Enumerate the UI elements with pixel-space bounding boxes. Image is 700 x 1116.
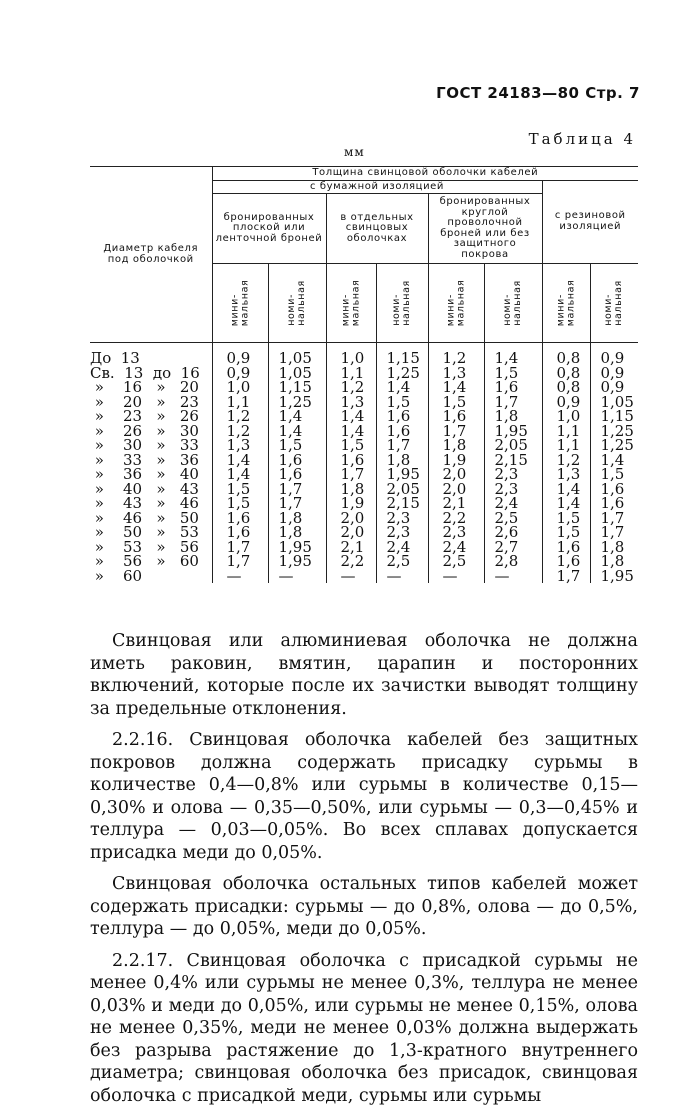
paragraph: Свинцовая оболочка остальных типов кабелей может содержать присадки: сурьмы — до 0,8%, олова — до 0,5%, теллура — до 0,05%, меди до 0,05%.: [90, 874, 638, 939]
value-cell: 1,7: [484, 395, 542, 410]
value-cell: 1,9: [428, 453, 484, 468]
value-cell: 1,3: [326, 395, 376, 410]
value-cell: 1,7: [326, 467, 376, 482]
value-cell: 1,6: [542, 554, 590, 569]
value-cell: 1,1: [212, 395, 268, 410]
value-cell: 1,8: [268, 511, 326, 526]
value-cell: 2,3: [484, 482, 542, 497]
value-cell: 0,8: [542, 366, 590, 381]
value-cell: 1,15: [590, 409, 638, 424]
value-cell: 2,4: [428, 540, 484, 555]
value-cell: 1,4: [268, 424, 326, 439]
header-separate-sheaths: в отдельных свинцовых оболочках: [326, 194, 428, 264]
value-cell: 1,6: [542, 540, 590, 555]
value-cell: 1,7: [376, 438, 428, 453]
value-cell: 1,95: [590, 569, 638, 584]
value-cell: 2,2: [428, 511, 484, 526]
value-cell: 1,25: [376, 366, 428, 381]
value-cell: —: [484, 569, 542, 584]
header-round-armor: бронированных круглой проволочной броней или без защитного покрова: [428, 194, 542, 264]
value-cell: 1,15: [376, 343, 428, 366]
value-cell: 1,15: [268, 380, 326, 395]
value-cell: 1,6: [212, 525, 268, 540]
value-cell: 0,9: [590, 380, 638, 395]
value-cell: 1,6: [376, 409, 428, 424]
value-cell: 1,05: [268, 366, 326, 381]
value-cell: 2,0: [326, 525, 376, 540]
value-cell: 1,4: [212, 453, 268, 468]
value-cell: 0,9: [590, 366, 638, 381]
value-cell: 1,5: [484, 366, 542, 381]
value-cell: 1,4: [326, 409, 376, 424]
value-cell: 1,7: [268, 482, 326, 497]
value-cell: 1,6: [212, 511, 268, 526]
value-cell: 2,0: [326, 511, 376, 526]
value-cell: 1,7: [212, 540, 268, 555]
paragraph: 2.2.17. Свинцовая оболочка с присадкой сурьмы не менее 0,4% или сурьмы не менее 0,3%, теллура не менее 0,03% и меди до 0,05%, или сурьмы не менее 0,15%, олова не менее 0,35%, меди не менее 0,03% должна выдержать без разрыва растяжение до 1,3-кратного внутреннего диаметра; свинцовая оболочка без присадок, свинцовая оболочка с присадкой меди, сурьмы или сурьмы: [90, 950, 638, 1106]
diameter-cell: » 60: [90, 569, 212, 584]
diameter-cell: » 56 » 60: [90, 554, 212, 569]
value-cell: —: [326, 569, 376, 584]
value-cell: 1,5: [326, 438, 376, 453]
header-nom: номи- нальная: [590, 264, 638, 343]
value-cell: 1,7: [268, 496, 326, 511]
value-cell: 2,3: [376, 511, 428, 526]
value-cell: 1,5: [542, 511, 590, 526]
value-cell: —: [376, 569, 428, 584]
value-cell: 1,9: [326, 496, 376, 511]
diameter-cell: » 43 » 46: [90, 496, 212, 511]
value-cell: 2,3: [428, 525, 484, 540]
diameter-cell: » 46 » 50: [90, 511, 212, 526]
body-text: [90, 630, 638, 1116]
value-cell: 0,9: [212, 343, 268, 366]
header-nom: номи- нальная: [268, 264, 326, 343]
value-cell: 1,5: [542, 525, 590, 540]
diameter-cell: » 23 » 26: [90, 409, 212, 424]
units-label: мм: [344, 145, 365, 159]
value-cell: 0,9: [542, 395, 590, 410]
value-cell: 2,8: [484, 554, 542, 569]
header-min: мини- мальная: [428, 264, 484, 343]
value-cell: 1,6: [268, 453, 326, 468]
value-cell: 2,2: [326, 554, 376, 569]
header-min: мини- мальная: [326, 264, 376, 343]
value-cell: 1,4: [376, 380, 428, 395]
value-cell: 1,95: [268, 540, 326, 555]
diameter-cell: » 53 » 56: [90, 540, 212, 555]
diameter-cell: » 50 » 53: [90, 525, 212, 540]
value-cell: 1,2: [212, 424, 268, 439]
header-min: мини- мальная: [542, 264, 590, 343]
value-cell: 1,5: [212, 482, 268, 497]
value-cell: 1,5: [590, 467, 638, 482]
value-cell: 1,5: [428, 395, 484, 410]
value-cell: 1,5: [376, 395, 428, 410]
value-cell: 2,15: [484, 453, 542, 468]
value-cell: 1,5: [212, 496, 268, 511]
value-cell: 1,8: [268, 525, 326, 540]
value-cell: 1,7: [590, 511, 638, 526]
header-min: мини- мальная: [212, 264, 268, 343]
value-cell: 1,6: [326, 453, 376, 468]
value-cell: 2,0: [428, 482, 484, 497]
sheath-thickness-table: [90, 166, 638, 583]
header-paper-insulation: с бумажной изоляцией: [212, 180, 542, 194]
diameter-cell: » 20 » 23: [90, 395, 212, 410]
diameter-cell: До 13: [90, 343, 212, 366]
diameter-cell: » 26 » 30: [90, 424, 212, 439]
value-cell: 1,8: [590, 540, 638, 555]
value-cell: 1,4: [484, 343, 542, 366]
value-cell: 1,6: [590, 496, 638, 511]
value-cell: 1,7: [590, 525, 638, 540]
value-cell: 1,8: [590, 554, 638, 569]
value-cell: 2,6: [484, 525, 542, 540]
header-thickness-group: Толщина свинцовой оболочки кабелей: [212, 167, 638, 181]
diameter-cell: » 33 » 36: [90, 453, 212, 468]
value-cell: 1,6: [376, 424, 428, 439]
value-cell: 1,7: [428, 424, 484, 439]
page-header: ГОСТ 24183—80 Стр. 7: [436, 84, 640, 102]
value-cell: 1,3: [428, 366, 484, 381]
table-row: [90, 343, 638, 366]
value-cell: 1,8: [484, 409, 542, 424]
value-cell: 1,4: [542, 482, 590, 497]
header-diameter: Диаметр кабеля под оболочкой: [90, 167, 212, 343]
value-cell: 1,95: [484, 424, 542, 439]
diameter-cell: » 40 » 43: [90, 482, 212, 497]
value-cell: 0,8: [542, 343, 590, 366]
value-cell: 1,05: [590, 395, 638, 410]
value-cell: 1,7: [542, 569, 590, 584]
value-cell: —: [268, 569, 326, 584]
value-cell: 1,6: [428, 409, 484, 424]
diameter-cell: » 16 » 20: [90, 380, 212, 395]
value-cell: 1,6: [590, 482, 638, 497]
value-cell: 2,15: [376, 496, 428, 511]
value-cell: 2,5: [484, 511, 542, 526]
value-cell: 1,0: [326, 343, 376, 366]
paragraph: Свинцовая или алюминиевая оболочка не должна иметь раковин, вмятин, царапин и посторонних включений, которые после их зачистки выводят толщину за предельные отклонения.: [90, 631, 638, 719]
paragraph: 2.2.16. Свинцовая оболочка кабелей без защитных покровов должна содержать присадку сурьмы в количестве 0,4—0,8% или сурьмы в количестве 0,15—0,30% и олова — 0,35—0,50%, или сурьмы — 0,3—0,45% и теллура — 0,03—0,05%. Во всех сплавах допускается присадка меди до 0,05%.: [90, 730, 638, 863]
value-cell: 1,1: [326, 366, 376, 381]
value-cell: 0,9: [590, 343, 638, 366]
value-cell: 1,2: [326, 380, 376, 395]
value-cell: 1,4: [212, 467, 268, 482]
value-cell: 2,3: [376, 525, 428, 540]
value-cell: 1,95: [268, 554, 326, 569]
value-cell: 1,0: [542, 409, 590, 424]
value-cell: 1,2: [212, 409, 268, 424]
value-cell: 1,95: [376, 467, 428, 482]
value-cell: —: [212, 569, 268, 584]
value-cell: 1,6: [268, 467, 326, 482]
value-cell: 1,8: [326, 482, 376, 497]
value-cell: 1,3: [212, 438, 268, 453]
value-cell: —: [428, 569, 484, 584]
value-cell: 1,4: [428, 380, 484, 395]
diameter-cell: Св. 13 до 16: [90, 366, 212, 381]
value-cell: 2,1: [428, 496, 484, 511]
value-cell: 2,4: [484, 496, 542, 511]
table-title: Таблица 4: [528, 130, 636, 148]
value-cell: 1,2: [428, 343, 484, 366]
value-cell: 1,8: [428, 438, 484, 453]
value-cell: 1,0: [212, 380, 268, 395]
value-cell: 2,05: [376, 482, 428, 497]
value-cell: 1,1: [542, 438, 590, 453]
value-cell: 2,5: [428, 554, 484, 569]
value-cell: 2,0: [428, 467, 484, 482]
value-cell: 1,3: [542, 467, 590, 482]
value-cell: 1,8: [376, 453, 428, 468]
diameter-cell: » 36 » 40: [90, 467, 212, 482]
value-cell: 1,25: [590, 424, 638, 439]
value-cell: 1,25: [590, 438, 638, 453]
value-cell: 2,7: [484, 540, 542, 555]
value-cell: 2,4: [376, 540, 428, 555]
value-cell: 2,3: [484, 467, 542, 482]
value-cell: 1,05: [268, 343, 326, 366]
value-cell: 2,1: [326, 540, 376, 555]
header-rubber-insulation: с резиновой изоляцией: [542, 180, 638, 264]
table-row: [90, 554, 638, 569]
value-cell: 1,5: [268, 438, 326, 453]
value-cell: 0,8: [542, 380, 590, 395]
value-cell: 1,7: [212, 554, 268, 569]
value-cell: 2,05: [484, 438, 542, 453]
value-cell: 1,1: [542, 424, 590, 439]
value-cell: 1,4: [590, 453, 638, 468]
value-cell: 1,4: [542, 496, 590, 511]
value-cell: 0,9: [212, 366, 268, 381]
value-cell: 1,4: [268, 409, 326, 424]
header-nom: номи- нальная: [376, 264, 428, 343]
value-cell: 1,6: [484, 380, 542, 395]
table-row: [90, 569, 638, 584]
value-cell: 1,2: [542, 453, 590, 468]
value-cell: 1,4: [326, 424, 376, 439]
header-nom: номи- нальная: [484, 264, 542, 343]
header-flat-armor: бронированных плоской или ленточной броней: [212, 194, 326, 264]
value-cell: 1,25: [268, 395, 326, 410]
diameter-cell: » 30 » 33: [90, 438, 212, 453]
value-cell: 2,5: [376, 554, 428, 569]
